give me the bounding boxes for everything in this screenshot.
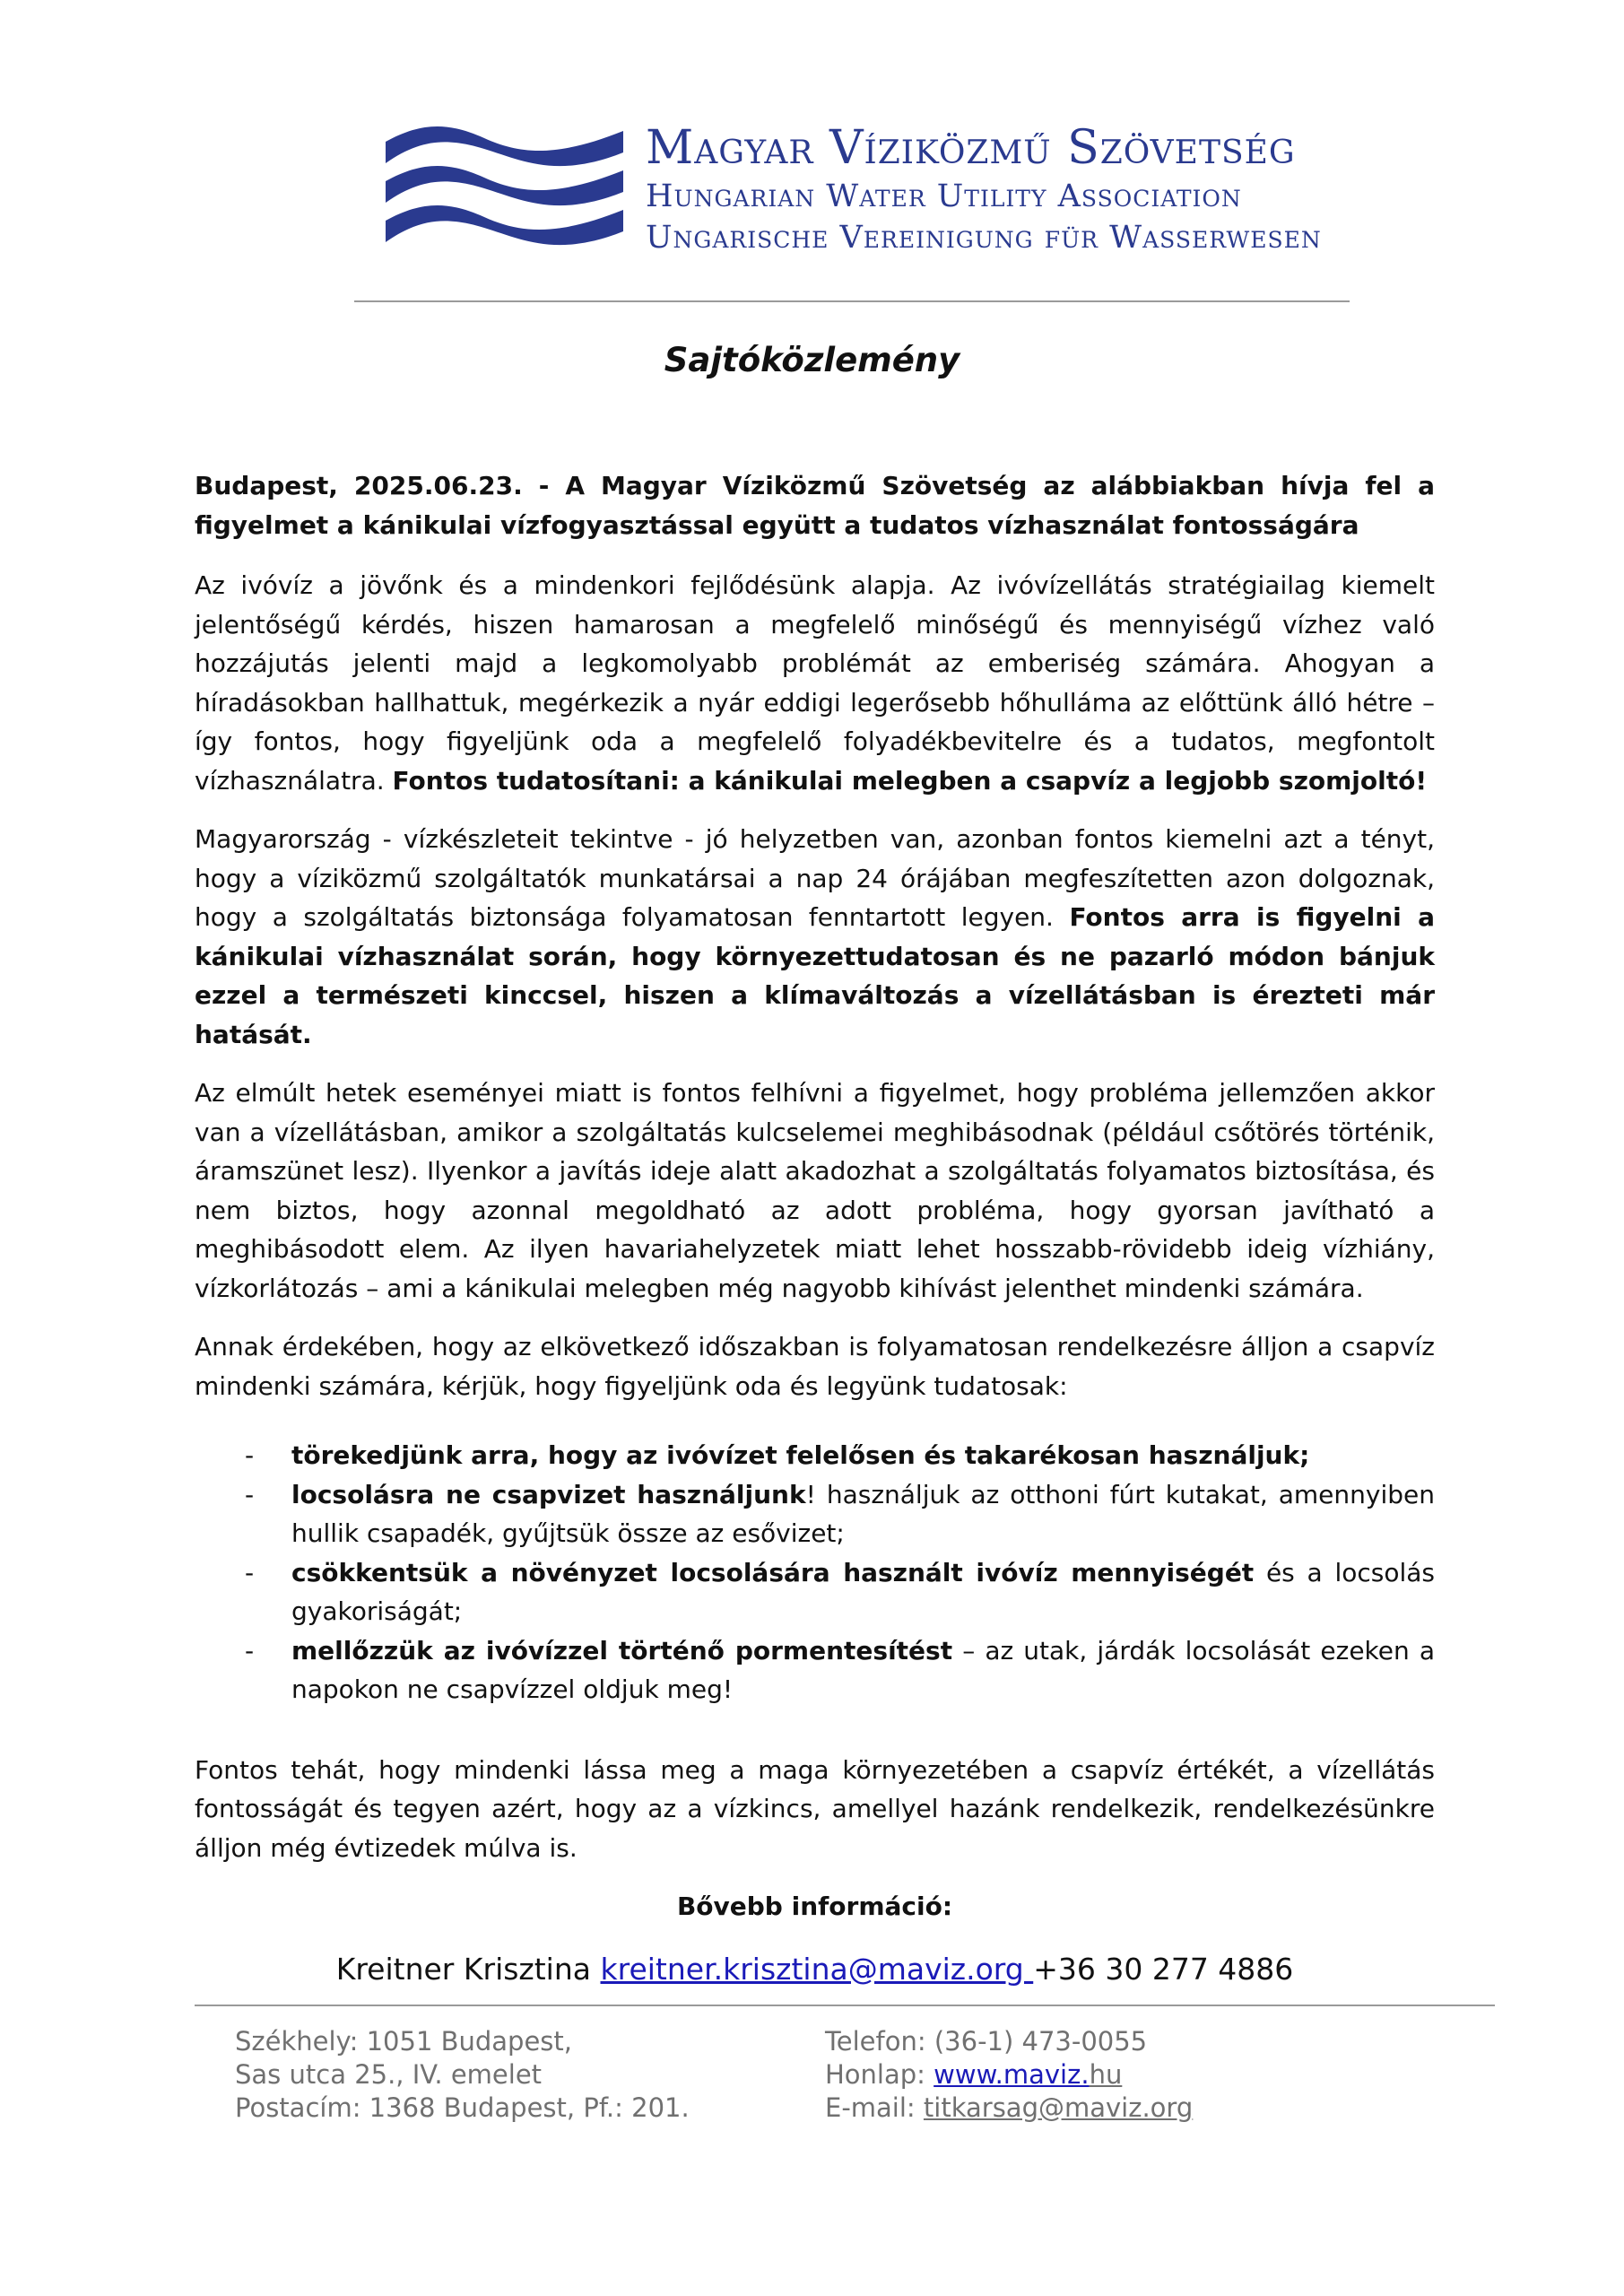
- list-item: - törekedjünk arra, hogy az ivóvízet felelősen és takarékosan használjuk;: [245, 1440, 1310, 1470]
- logo-text: [646, 120, 1322, 258]
- contact-phone: +36 30 277 4886: [1033, 1951, 1294, 1987]
- list-item: - csökkentsük a növényzet locsolására használt ivóvíz mennyiségét és a locsolás gyakoriságát;: [245, 1557, 1435, 1626]
- footer-address-line: Sas utca 25., IV. emelet: [235, 2059, 543, 2090]
- paragraph-2: [195, 820, 1435, 1054]
- footer-phone: Telefon: (36-1) 473-0055: [825, 2026, 1148, 2057]
- paragraph-1-text: Az ivóvíz a jövőnk és a mindenkori fejlődésünk alapja. Az ivóvízellátás stratégiailag kiemelt jelentőségű kérdés, hiszen hamarosan a megfelelő minőségű és mennyiségű vízhez való hozzájutás jelenti majd a legkomolyabb problémát az emberiség számára. Ahogyan a híradásokban hallhattuk, megérkezik a nyár eddigi legerősebb hőhulláma az előttünk álló hétre – így fontos, hogy figyeljünk oda a megfelelő folyadékbevitelre és a tudatos, megfontolt vízhasználatra.: [195, 570, 1435, 796]
- logo-name-en: Hungarian Water Utility Association: [646, 178, 1242, 214]
- footer-website-link-suffix[interactable]: hu: [1089, 2059, 1123, 2090]
- document-body: [195, 466, 1435, 1988]
- list-item: - locsolásra ne csapvizet használjunk! használjuk az otthoni fúrt kutakat, amennyiben hullik csapadék, gyűjtsük össze az esővizet;: [245, 1479, 1435, 1548]
- water-waves-icon: [386, 122, 623, 265]
- footer-contacts: [825, 2025, 1193, 2125]
- footer-email-link[interactable]: titkarsag@maviz.org: [923, 2092, 1194, 2123]
- paragraph-1-emphasis: Fontos tudatosítani: a kánikulai melegben a csapvíz a legjobb szomjoltó!: [392, 765, 1428, 796]
- footer-email: E-mail: titkarsag@maviz.org: [825, 2092, 1194, 2123]
- paragraph-1: [195, 566, 1435, 800]
- more-info-heading: Bővebb információ:: [676, 1892, 953, 1921]
- paragraph-3: Az elmúlt hetek eseményei miatt is fontos felhívni a figyelmet, hogy probléma jellemzően akkor van a vízellátásban, amikor a szolgáltatás kulcselemei meghibásodnak (például csőtörés történik, áramszünet lesz). Ilyenkor a javítás ideje alatt akadozhat a szolgáltatás folyamatos biztosítása, és nem biztos, hogy azonnal megoldható az adott probléma, hogy gyorsan javítható a meghibásodott elem. Az ilyen havariahelyzetek miatt lehet hosszabb-rövidebb ideig vízhiány, vízkorlátozás – ami a kánikulai melegben még nagyobb kihívást jelenthet mindenki számára.: [195, 1078, 1435, 1303]
- recommendation-list: [195, 1436, 1435, 1709]
- contact-name: Kreitner Krisztina: [335, 1951, 591, 1987]
- lead-paragraph: Budapest, 2025.06.23. - A Magyar Víziközmű Szövetség az alábbiakban hívja fel a figyelmet a kánikulai vízfogyasztással együtt a tudatos vízhasználat fontosságára: [195, 471, 1435, 540]
- footer-divider: [195, 2005, 1495, 2006]
- footer-address: [235, 2025, 690, 2125]
- contact-email-link[interactable]: kreitner.krisztina@maviz.org: [600, 1951, 1034, 1987]
- logo-name-de: Ungarische Vereinigung für Wasserwesen: [646, 220, 1322, 256]
- contact-line: [195, 1950, 1435, 1989]
- organization-logo: [386, 117, 1322, 269]
- footer-website-link[interactable]: www.maviz.: [934, 2059, 1090, 2090]
- footer-postal-line: Postacím: 1368 Budapest, Pf.: 201.: [235, 2092, 690, 2123]
- logo-name-hu: Magyar Víziközmű Szövetség: [646, 121, 1296, 175]
- footer-website: Honlap: www.maviz.hu: [825, 2059, 1123, 2090]
- paragraph-2-text: Magyarország - vízkészleteit tekintve - jó helyzetben van, azonban fontos kiemelni azt a tényt, hogy a víziközmű szolgáltatók munkatársai a nap 24 órájában megfeszítetten azon dolgoznak, hogy a szolgáltatás biztonsága folyamatosan fenntartott legyen.: [195, 824, 1435, 932]
- paragraph-2-emphasis: Fontos arra is figyelni a kánikulai vízhasználat során, hogy környezettudatosan és ne pazarló módon bánjuk ezzel a természeti kinccsel, hiszen a klímaváltozás a vízellátásban is érezteti már hatását.: [195, 902, 1435, 1049]
- header-divider: [354, 300, 1350, 302]
- footer-address-line: Székhely: 1051 Budapest,: [235, 2026, 573, 2057]
- document-title: Sajtóközlemény: [664, 341, 960, 379]
- list-item: - mellőzzük az ivóvízzel történő pormentesítést – az utak, járdák locsolását ezeken a napokon ne csapvízzel oldjuk meg!: [245, 1635, 1435, 1704]
- paragraph-5: Fontos tehát, hogy mindenki lássa meg a maga környezetében a csapvíz értékét, a vízellátás fontosságát és tegyen azért, hogy az a vízkincs, amellyel hazánk rendelkezik, rendelkezésünkre álljon még évtizedek múlva is.: [195, 1754, 1435, 1863]
- paragraph-4: Annak érdekében, hogy az elkövetkező időszakban is folyamatosan rendelkezésre álljon a csapvíz mindenki számára, kérjük, hogy figyeljünk oda és legyünk tudatosak:: [195, 1332, 1435, 1401]
